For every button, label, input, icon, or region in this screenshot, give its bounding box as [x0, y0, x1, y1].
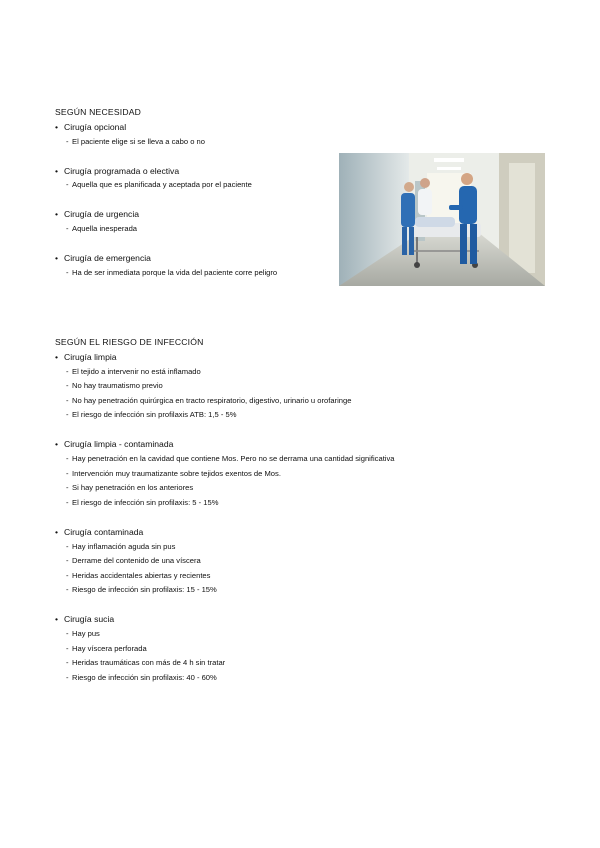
list-item: - Si hay penetración en los anteriores — [66, 483, 194, 493]
section-necesidad — [55, 105, 277, 280]
list-item: - Derrame del contenido de una víscera — [66, 556, 201, 566]
list-item: - No hay traumatismo previo — [66, 381, 163, 391]
list-item: - Intervención muy traumatizante sobre tejidos exentos de Mos. — [66, 468, 281, 478]
list-item: - El tejido a intervenir no está inflamado — [66, 366, 201, 376]
group-label: • Cirugía opcional — [55, 120, 277, 135]
group-label: • Cirugía de emergencia — [55, 251, 277, 266]
list-item: - No hay penetración quirúrgica en tracto respiratorio, digestivo, urinario u orofaringe — [66, 395, 352, 405]
group-label: • Cirugía limpia — [55, 350, 395, 365]
list-item: - Aquella inesperada — [66, 223, 138, 233]
photo-illustration — [339, 153, 545, 286]
list-item: - El paciente elige si se lleva a cabo o no — [66, 136, 205, 146]
section-riesgo-infeccion — [55, 335, 395, 685]
list-item: - Hay pus — [66, 629, 100, 638]
list-item: - Hay inflamación aguda sin pus — [66, 541, 176, 551]
list-item: - Hay penetración en la cavidad que contiene Mos. Pero no se derrama una cantidad significativa — [66, 454, 395, 464]
list-item: - Riesgo de infección sin profilaxis: 40 - 60% — [66, 672, 217, 682]
list-item: - Ha de ser inmediata porque la vida del paciente corre peligro — [66, 267, 278, 277]
hospital-corridor-photo — [339, 153, 545, 286]
list-item: - Heridas traumáticas con más de 4 h sin tratar — [66, 658, 226, 668]
section-title: SEGÚN EL RIESGO DE INFECCIÓN — [55, 337, 204, 347]
list-item: - El riesgo de infección sin profilaxis: 5 - 15% — [66, 497, 219, 507]
list-item: - Aquella que es planificada y aceptada por el paciente — [66, 180, 252, 190]
group-label: • Cirugía de urgencia — [55, 207, 277, 222]
group-label: • Cirugía contaminada — [55, 525, 395, 540]
list-item: - Riesgo de infección sin profilaxis: 15 - 15% — [66, 585, 217, 595]
list-item: - El riesgo de infección sin profilaxis ATB: 1,5 - 5% — [66, 410, 237, 420]
list-item: - Heridas accidentales abiertas y recientes — [66, 570, 211, 580]
group-label: • Cirugía programada o electiva — [55, 164, 277, 179]
list-item: - Hay víscera perforada — [66, 643, 147, 653]
group-label: • Cirugía limpia - contaminada — [55, 437, 395, 452]
group-label: • Cirugía sucia — [55, 612, 395, 627]
section-title: SEGÚN NECESIDAD — [55, 107, 142, 117]
